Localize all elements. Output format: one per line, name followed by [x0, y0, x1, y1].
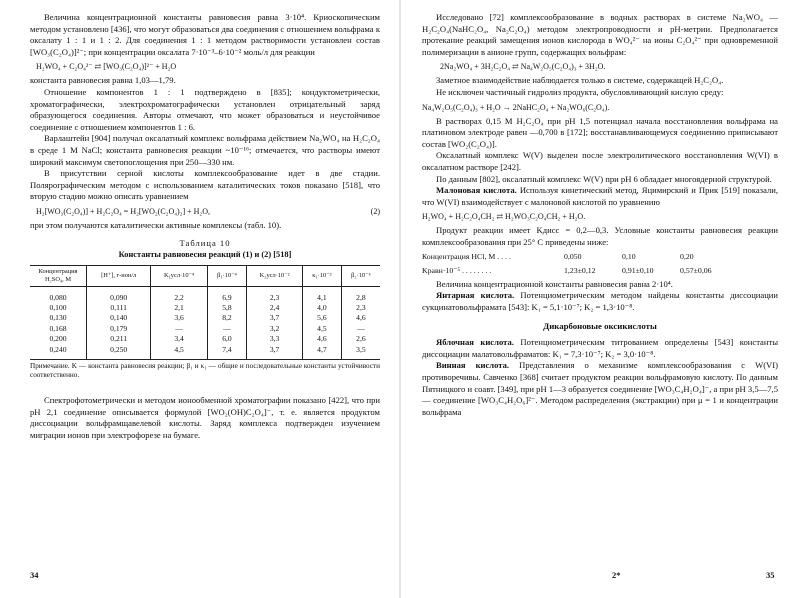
paragraph-text: Потенциометрическим методом найдены константы диссоциации сукцинатовольфрамата [543]: K₁ = 5,1·10⁻⁷; K₂ = 1,3·10⁻⁸.: [422, 290, 779, 312]
table-cell: 2,3: [341, 303, 380, 313]
paragraph: при этом получаются каталитически активные комплексы (табл. 10).: [30, 219, 282, 230]
value-cell: 0,91±0,10: [622, 265, 654, 275]
table-cell: 4,7: [302, 345, 341, 360]
value-cell: 1,23±0,12: [564, 265, 596, 275]
paragraph: В присутствии серной кислоты комплексообразование идет в две стадии. Полярографическим методом с использованием каталитических токов показано [518], что вторую стадию можно описать уравнением: [30, 168, 380, 202]
concentration-row: [422, 251, 778, 262]
column-header: [H⁺], г-ион/л: [87, 265, 151, 286]
formula-equation: Na₄W₂O₅(C₂O₄)₃ + H₂O → 2NaHC₂O₄ + Na₂WO₆(C₂O₄).: [422, 102, 610, 112]
paragraph: Исследовано [72] комплексообразование в водных растворах в системе Na₂WO₄ — H₂C₂O₄(NaHC₂O₄, Na₂C₂O₄) методом электропроводности и pH-метрии. Предполагается протекание реакций замещения ионов кислорода в WO₄²⁻ на ионы C₂O₄²⁻ при одновременной полимеризации в анионе групп, содержащих вольфрам:: [422, 12, 778, 57]
table-cell: —: [207, 324, 246, 334]
paragraph: Оксалатный комплекс W(V) выделен после электролитического восстановления W(VI) в оксалатном растворе [242].: [422, 150, 778, 172]
table-cell: 0,130: [49, 313, 67, 323]
value-cell: 0,20: [680, 251, 694, 261]
table-cell: 0,140: [87, 313, 151, 323]
table-cell: 0,179: [87, 324, 151, 334]
table-cell: 3,7: [247, 313, 303, 323]
table-caption: Таблица 10: [179, 237, 231, 248]
column-header: K₂усл·10⁻²: [247, 265, 303, 286]
right-text-column: [422, 12, 778, 418]
left-text-column: [30, 12, 380, 441]
formula-equation: 2Na₂WO₄ + 3H₂C₂O₄ ⇄ Na₄W₂O₅(C₂O₄)₃ + 3H₂O.: [440, 62, 606, 72]
table-cell: —: [341, 324, 380, 334]
table-cell: 2,8: [341, 286, 380, 303]
table-note: Примечание. K — константа равновесия реакции; β₁ и κ₁ — общие и последовательные константы устойчивости соответственно.: [30, 361, 380, 380]
table-cell: 6,9: [207, 286, 246, 303]
table-cell: 0,080: [49, 292, 67, 302]
value-cell: 0,57±0,06: [680, 265, 712, 275]
paragraph: [422, 290, 778, 313]
table-row: [30, 303, 380, 313]
paragraph: Заметное взаимодействие наблюдается только в системе, содержащей H₂C₂O₄.: [436, 75, 724, 86]
paragraph: Отношение компонентов 1 : 1 подтверждено в [835]; кондуктометрически, хроматографически, электрохроматографически установлен отрицательный заряд образующегося соединения. Авторы отмечают, что может образоваться и неустойчивое соединение с отношением компонентов 1 : 6.: [30, 86, 380, 132]
paragraph: Варлаштейн [904] получал оксалатный комплекс вольфрама действием Na₂WO₄ на H₂C₂O₄ в среде 1 M NaCl; константа равновесия реакции ~10⁻¹⁶; отмечается, что растворы имеют широкий максимум светопоглощения при 250—330 нм.: [30, 133, 380, 167]
paragraph: константа равновесия равна 1,03—1,79.: [30, 75, 176, 86]
page-number: 35: [766, 570, 775, 580]
table-title: Константы равновесия реакций (1) и (2) [518]: [118, 249, 292, 259]
paragraph: Продукт реакции имеет Kдисс = 0,2—0,3. Условные константы равновесия реакции комплексообразования при 25° C приведены ниже:: [422, 225, 778, 247]
paragraph-heading: Винная кислота.: [436, 360, 510, 371]
table-cell: 3,6: [151, 313, 207, 323]
table-cell: 3,5: [341, 345, 380, 360]
paragraph-heading: Яблочная кислота.: [436, 337, 514, 348]
table-cell: 2,6: [341, 334, 380, 344]
table-cell: 3,2: [247, 324, 303, 334]
constants-table: [30, 265, 380, 360]
column-header: Концентрация H₂SO₄, M: [30, 265, 87, 286]
table-cell: 8,2: [207, 313, 246, 323]
value-cell: 0,10: [622, 251, 636, 261]
paragraph-heading: Янтарная кислота.: [436, 290, 515, 301]
column-header: κ₁·10⁻³: [302, 265, 341, 286]
table-row: [30, 324, 380, 334]
paragraph: Величина концентрационной константы равновесия равна 3·10⁴. Криоскопическим методом установлено [436], что могут образоваться два соединения с отношением вольфрама к оксалату 1 : 1 и 1 : 2. Для соединения 1 : 1 методом растворимости установлен состав [WO₃(C₂O₄)]²⁻; при концентрации оксалата 7·10⁻³–6·10⁻² моль/л для реакции: [30, 12, 380, 57]
table-cell: 0,168: [49, 323, 67, 333]
table-cell: 6,0: [207, 334, 246, 344]
paragraph: Величина концентрационной константы равновесия равна 2·10⁴.: [436, 278, 673, 289]
column-header: K₁усл·10⁻⁴: [151, 265, 207, 286]
table-cell: 2,1: [151, 303, 207, 313]
table-cell: 0,200: [49, 334, 67, 344]
table-cell: 3,7: [247, 345, 303, 360]
paragraph: Спектрофотометрически и методом ионообменной хроматографии показано [422], что при pH 2,1 соединение описывается формулой [WO₂(OH)C₂O₄]⁻, т. е. является продуктом диссоциации вольфрамщавелевой кислоты. Заряд комплекса подтвержден изучением миграции ионов при электрофорезе на бумаге.: [30, 394, 380, 440]
table-cell: 2,4: [247, 303, 303, 313]
column-header: β₂·10⁻⁵: [341, 265, 380, 286]
constant-row: [422, 265, 778, 276]
row-label: Kравн·10⁻⁵ . . . . . . . .: [422, 265, 492, 275]
table-row: [30, 286, 380, 303]
table-cell: 0,211: [87, 334, 151, 344]
paragraph-text: Представления о механизме комплексообразования с W(VI) противоречивы. Савченко [368] считает продуктом реакции вольфрамовую кислоту. По данным Пятницкого и соавт. [349], при pH 1—3 образуется соединение [WO₃C₄H₂O₄]⁻, а при pH 3,5—7,5 — соединение [WO₃C₄H₂O₆]²⁻. Методом распределения (экстракции) при μ = 1 и концентрации вольфрама: [422, 360, 778, 417]
right-page: [400, 0, 800, 598]
paragraph-text: Используя кинетический метод, Яцимирский и Прик [519] показали, что W(VI) взаимодействует с малоновой кислотой по уравнению: [422, 185, 778, 207]
paragraph: По данным [802], оксалатный комплекс W(V) при pH 6 обладает многоядерной структурой.: [436, 173, 772, 184]
table-cell: 3,3: [247, 334, 303, 344]
paragraph-text: Потенциометрическим титрованием определены [543] константы диссоциации малатовольфраматов: K₁ = 7,3·10⁻⁷; K₂ = 3,0·10⁻⁸.: [422, 337, 778, 359]
table-row: [30, 345, 380, 360]
table-cell: 7,4: [207, 345, 246, 360]
table-cell: 4,1: [302, 286, 341, 303]
table-cell: 0,250: [87, 345, 151, 360]
row-label: Концентрация HCl, M . . . .: [422, 251, 511, 261]
paragraph: [422, 185, 778, 208]
table-cell: 2,3: [247, 286, 303, 303]
value-cell: 0,050: [564, 251, 582, 261]
section-title: Дикарбоновые оксикислоты: [543, 321, 657, 332]
table-cell: 2,2: [151, 286, 207, 303]
table-cell: 4,6: [302, 334, 341, 344]
table-row: [30, 313, 380, 323]
paragraph: Не исключен частичный гидролиз продукта, обусловливающий кислую среду:: [436, 86, 724, 97]
table-cell: 5,8: [207, 303, 246, 313]
table-cell: 4,5: [151, 345, 207, 360]
table-cell: 4,0: [302, 303, 341, 313]
table-cell: 0,111: [87, 303, 151, 313]
table-cell: 3,4: [151, 334, 207, 344]
formula-text: H₂[WO₃(C₂O₄)] + H₂C₂O₄ = H₂[WO₂(C₂O₄)₂] + H₂O,: [36, 206, 210, 216]
table-row: [30, 334, 380, 344]
paragraph-heading: Малоновая кислота.: [436, 185, 517, 196]
table-cell: 4,6: [341, 313, 380, 323]
paragraph: В растворах 0,15 M H₂C₂O₄ при pH 1,5 потенциал начала восстановления вольфрама на платиновом электроде равен —0,700 в [172]; восстанавливающемуся соединению приписывают состав [WO₂(C₂O₄)].: [422, 115, 778, 149]
table-cell: 0,090: [87, 286, 151, 303]
table-cell: 0,100: [49, 302, 67, 312]
column-header: β₁·10⁻⁴: [207, 265, 246, 286]
table-cell: 0,240: [30, 345, 87, 360]
table-cell: —: [151, 324, 207, 334]
paragraph: [422, 337, 778, 360]
formula-equation-1: H₂WO₄ + C₂O₄²⁻ ⇄ [WO₃(C₂O₄)]²⁻ + H₂O: [36, 62, 177, 72]
paragraph: [422, 360, 778, 418]
equation-number: (2): [370, 206, 380, 216]
table-cell: 4,5: [302, 324, 341, 334]
formula-equation: H₂WO₄ + H₂C₂O₄CH₂ ⇄ H₂WO₃C₂O₄CH₂ + H₂O.: [422, 212, 586, 222]
table-header-row: [30, 265, 380, 286]
table-cell: 5,6: [302, 313, 341, 323]
signature-mark: 2*: [612, 570, 621, 580]
page-number: 34: [30, 570, 39, 580]
formula-equation-2: [36, 206, 380, 217]
